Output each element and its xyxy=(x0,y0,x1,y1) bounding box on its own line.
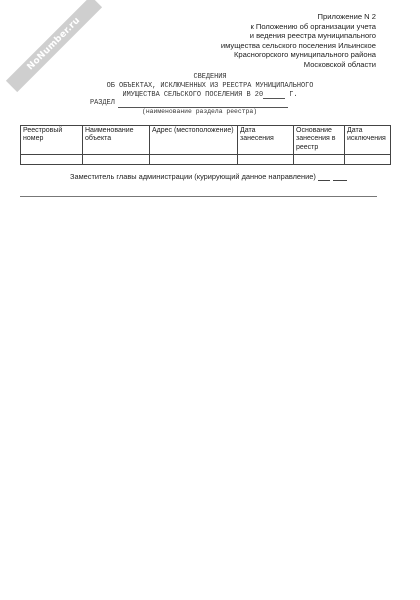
title-line-1: СВЕДЕНИЯ xyxy=(193,73,227,81)
deputy-signature-line xyxy=(70,172,347,181)
razdel-row xyxy=(60,99,360,108)
table-cell xyxy=(21,155,83,165)
document-title xyxy=(60,73,360,117)
watermark: NoNumber.ru xyxy=(6,0,102,92)
razdel-label: РАЗДЕЛ xyxy=(90,99,115,108)
table-header-row xyxy=(21,126,391,155)
header-object-name: Наименование объекта xyxy=(83,126,150,155)
table-cell xyxy=(238,155,294,165)
table-row xyxy=(21,155,391,165)
header-entry-date: Дата занесения xyxy=(238,126,294,155)
header-address: Адрес (местоположение) xyxy=(150,126,238,155)
header-registry-number: Реестровый номер xyxy=(21,126,83,155)
title-line-3 xyxy=(60,91,360,100)
title-line-2: ОБ ОБЪЕКТАХ, ИСКЛЮЧЕННЫХ ИЗ РЕЕСТРА МУНИЦИПАЛЬНОГО xyxy=(106,81,314,90)
divider xyxy=(20,196,377,197)
header-exclusion-date: Дата исключения xyxy=(345,126,391,155)
appendix-line: Приложение N 2 xyxy=(317,12,376,21)
table-cell xyxy=(150,155,238,165)
razdel-blank xyxy=(118,100,288,108)
signature-blank xyxy=(318,173,330,181)
appendix-line: и ведения реестра муниципального xyxy=(249,31,376,41)
deputy-text: Заместитель главы администрации (курирующий данное направление) xyxy=(70,172,316,181)
exclusion-table xyxy=(20,125,391,165)
table-cell xyxy=(294,155,345,165)
signature-blank xyxy=(333,173,347,181)
appendix-line: Московской области xyxy=(303,59,376,69)
appendix-header xyxy=(186,12,376,70)
title-line-3-suffix: Г. xyxy=(289,90,298,99)
header-entry-basis: Основание занесения в реестр xyxy=(294,126,345,155)
table-cell xyxy=(345,155,391,165)
appendix-line: Красногорского муниципального района xyxy=(233,50,376,60)
title-line-3-text: ИМУЩЕСТВА СЕЛЬСКОГО ПОСЕЛЕНИЯ В 20 xyxy=(122,90,264,99)
appendix-line: к Положению об организации учета xyxy=(250,21,376,31)
appendix-line: имущества сельского поселения Ильинское xyxy=(220,40,376,50)
table-cell xyxy=(83,155,150,165)
razdel-caption: (наименование раздела реестра) xyxy=(142,108,258,116)
year-blank xyxy=(263,91,285,99)
